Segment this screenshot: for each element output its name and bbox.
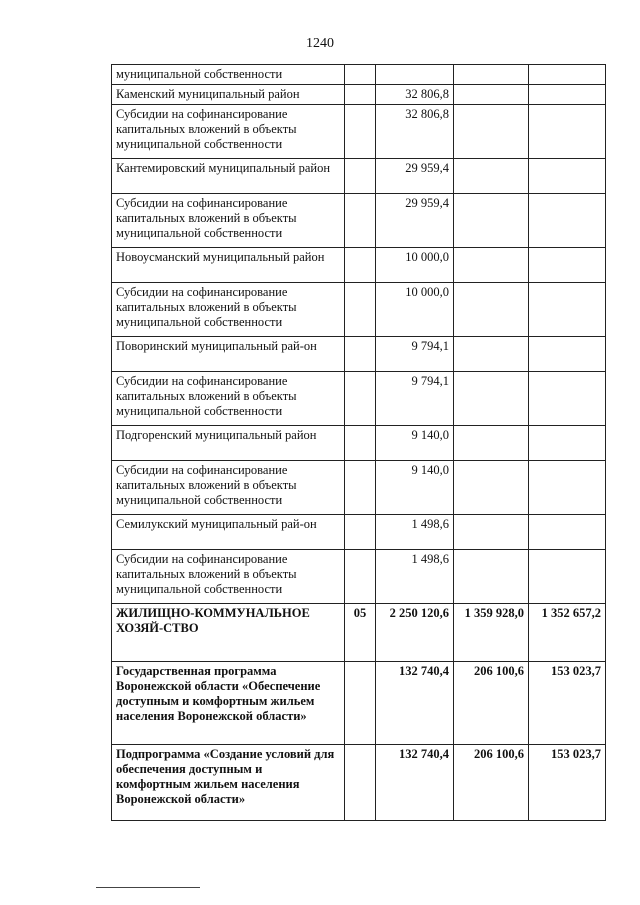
table-row [112, 461, 606, 515]
row-amount-1-cell: 29 959,4 [376, 159, 454, 194]
row-section-cell [345, 745, 376, 821]
row-amount-3-cell [529, 248, 606, 283]
row-amount-1-cell: 29 959,4 [376, 194, 454, 248]
row-amount-1-cell: 32 806,8 [376, 85, 454, 105]
row-section-cell [345, 159, 376, 194]
row-section-cell [345, 194, 376, 248]
row-name-cell: Субсидии на софинансирование капитальных вложений в объекты муниципальной собственности [112, 372, 345, 426]
table-row [112, 372, 606, 426]
row-name-cell: Субсидии на софинансирование капитальных вложений в объекты муниципальной собственности [112, 283, 345, 337]
row-amount-1-cell: 9 140,0 [376, 426, 454, 461]
row-section-cell: 05 [345, 604, 376, 662]
table-row [112, 604, 606, 662]
table-row [112, 248, 606, 283]
row-amount-2-cell [454, 283, 529, 337]
footnote-rule [96, 887, 200, 888]
row-amount-1-cell [376, 65, 454, 85]
table-row [112, 337, 606, 372]
row-section-cell [345, 248, 376, 283]
table-row [112, 65, 606, 85]
row-name-cell: Новоусманский муниципальный район [112, 248, 345, 283]
row-section-cell [345, 105, 376, 159]
row-amount-2-cell [454, 159, 529, 194]
table-row [112, 515, 606, 550]
row-amount-1-cell: 132 740,4 [376, 662, 454, 745]
row-section-cell [345, 85, 376, 105]
row-amount-2-cell [454, 426, 529, 461]
table-row [112, 745, 606, 821]
row-amount-2-cell [454, 194, 529, 248]
row-amount-3-cell [529, 65, 606, 85]
row-amount-1-cell: 32 806,8 [376, 105, 454, 159]
row-name-cell: Государственная программа Воронежской области «Обеспечение доступным и комфортным жильем населения Воронежской области» [112, 662, 345, 745]
row-amount-3-cell [529, 85, 606, 105]
row-amount-1-cell: 9 794,1 [376, 372, 454, 426]
row-amount-2-cell [454, 550, 529, 604]
row-amount-2-cell [454, 337, 529, 372]
row-name-cell: Субсидии на софинансирование капитальных вложений в объекты муниципальной собственности [112, 461, 345, 515]
row-amount-3-cell [529, 515, 606, 550]
row-amount-1-cell: 2 250 120,6 [376, 604, 454, 662]
row-name-cell: Субсидии на софинансирование капитальных вложений в объекты муниципальной собственности [112, 194, 345, 248]
table-row [112, 283, 606, 337]
row-section-cell [345, 550, 376, 604]
row-amount-2-cell: 1 359 928,0 [454, 604, 529, 662]
row-amount-3-cell: 153 023,7 [529, 745, 606, 821]
row-section-cell [345, 461, 376, 515]
row-amount-2-cell [454, 372, 529, 426]
row-amount-3-cell [529, 159, 606, 194]
row-amount-1-cell: 9 794,1 [376, 337, 454, 372]
row-section-cell [345, 515, 376, 550]
row-section-cell [345, 65, 376, 85]
row-amount-3-cell [529, 550, 606, 604]
row-amount-2-cell [454, 85, 529, 105]
row-section-cell [345, 283, 376, 337]
row-amount-1-cell: 9 140,0 [376, 461, 454, 515]
row-amount-3-cell: 153 023,7 [529, 662, 606, 745]
page-number: 1240 [306, 36, 334, 51]
table-row [112, 426, 606, 461]
row-amount-3-cell [529, 337, 606, 372]
row-amount-1-cell: 132 740,4 [376, 745, 454, 821]
row-name-cell: Семилукский муниципальный рай-он [112, 515, 345, 550]
row-amount-2-cell [454, 515, 529, 550]
table-row [112, 159, 606, 194]
row-amount-3-cell [529, 461, 606, 515]
row-name-cell: Субсидии на софинансирование капитальных вложений в объекты муниципальной собственности [112, 550, 345, 604]
row-section-cell [345, 372, 376, 426]
row-amount-3-cell [529, 372, 606, 426]
table-row [112, 194, 606, 248]
budget-table [111, 64, 606, 821]
row-amount-3-cell [529, 105, 606, 159]
row-name-cell: Поворинский муниципальный рай-он [112, 337, 345, 372]
row-amount-1-cell: 10 000,0 [376, 283, 454, 337]
budget-table-body [112, 65, 606, 821]
table-row [112, 662, 606, 745]
row-amount-2-cell [454, 65, 529, 85]
row-name-cell: Каменский муниципальный район [112, 85, 345, 105]
row-name-cell: Подгоренский муниципальный район [112, 426, 345, 461]
row-amount-2-cell: 206 100,6 [454, 745, 529, 821]
row-name-cell: Субсидии на софинансирование капитальных вложений в объекты муниципальной собственности [112, 105, 345, 159]
table-row [112, 550, 606, 604]
row-section-cell [345, 337, 376, 372]
table-row [112, 105, 606, 159]
row-name-cell: Подпрограмма «Создание условий для обеспечения доступным и комфортным жильем населения Воронежской области» [112, 745, 345, 821]
table-row [112, 85, 606, 105]
row-amount-1-cell: 10 000,0 [376, 248, 454, 283]
row-amount-2-cell [454, 105, 529, 159]
row-amount-3-cell [529, 194, 606, 248]
row-name-cell: ЖИЛИЩНО-КОММУНАЛЬНОЕ ХОЗЯЙ-СТВО [112, 604, 345, 662]
row-amount-1-cell: 1 498,6 [376, 515, 454, 550]
row-amount-3-cell [529, 283, 606, 337]
row-name-cell: муниципальной собственности [112, 65, 345, 85]
row-amount-3-cell: 1 352 657,2 [529, 604, 606, 662]
row-section-cell [345, 426, 376, 461]
row-name-cell: Кантемировский муниципальный район [112, 159, 345, 194]
row-section-cell [345, 662, 376, 745]
row-amount-3-cell [529, 426, 606, 461]
row-amount-1-cell: 1 498,6 [376, 550, 454, 604]
row-amount-2-cell [454, 248, 529, 283]
row-amount-2-cell: 206 100,6 [454, 662, 529, 745]
row-amount-2-cell [454, 461, 529, 515]
